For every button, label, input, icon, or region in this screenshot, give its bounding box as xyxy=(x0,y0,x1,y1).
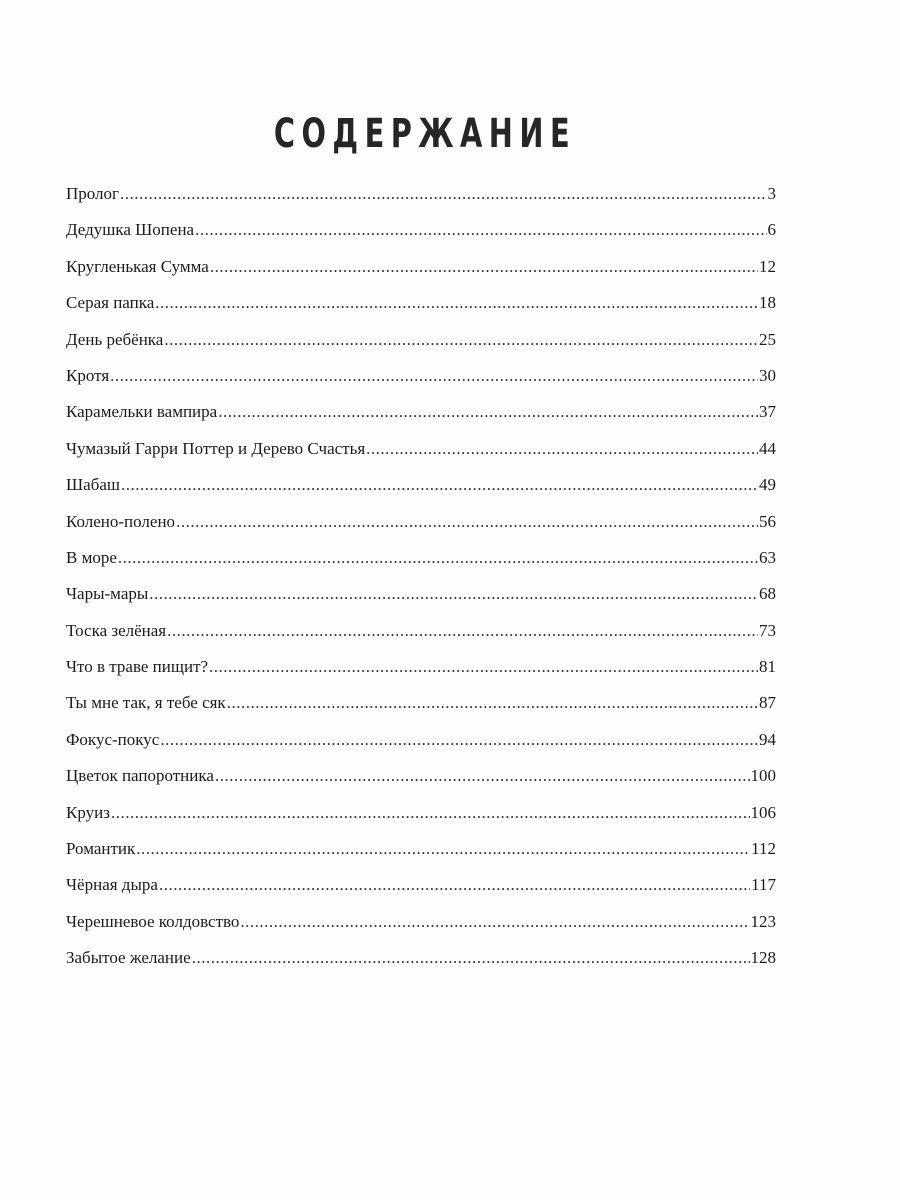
toc-entry-page-number: 49 xyxy=(759,475,776,495)
toc-dot-leader xyxy=(209,653,758,681)
toc-entry xyxy=(66,689,776,725)
toc-entry xyxy=(66,216,776,252)
toc-entry-title: Цветок папоротника xyxy=(66,766,214,786)
toc-entry xyxy=(66,471,776,507)
toc-entry-page-number: 87 xyxy=(759,693,776,713)
toc-dot-leader xyxy=(164,326,758,354)
toc-entry xyxy=(66,580,776,616)
toc-entry-page-number: 30 xyxy=(759,365,776,385)
toc-entry xyxy=(66,617,776,653)
toc-entry-title: Чёрная дыра xyxy=(66,875,158,895)
toc-dot-leader xyxy=(192,944,750,972)
toc-entry-title: В море xyxy=(66,547,117,567)
toc-entry-page-number: 44 xyxy=(759,438,776,458)
toc-dot-leader xyxy=(149,580,758,608)
toc-entry-page-number: 37 xyxy=(759,402,776,422)
toc-entry-title: Шабаш xyxy=(66,475,120,495)
table-of-contents xyxy=(66,180,776,981)
toc-entry-title: Карамельки вампира xyxy=(66,402,218,422)
toc-dot-leader xyxy=(118,544,758,572)
toc-dot-leader xyxy=(176,508,758,536)
toc-dot-leader xyxy=(195,216,766,244)
toc-entry-title: Черешневое колдовство xyxy=(66,911,240,931)
toc-entry xyxy=(66,326,776,362)
toc-entry xyxy=(66,944,776,980)
toc-entry xyxy=(66,762,776,798)
toc-dot-leader xyxy=(218,398,758,426)
toc-entry xyxy=(66,180,776,216)
toc-entry xyxy=(66,908,776,944)
toc-dot-leader xyxy=(227,689,758,717)
toc-dot-leader xyxy=(155,289,758,317)
toc-dot-leader xyxy=(120,180,766,208)
toc-entry-page-number: 73 xyxy=(759,620,776,640)
toc-entry-title: Чумазый Гарри Поттер и Дерево Счастья xyxy=(66,438,366,458)
toc-entry xyxy=(66,398,776,434)
toc-dot-leader xyxy=(159,871,750,899)
toc-entry-title: Дедушка Шопена xyxy=(66,220,195,240)
toc-entry xyxy=(66,835,776,871)
toc-entry-page-number: 123 xyxy=(750,911,776,931)
toc-entry-page-number: 56 xyxy=(759,511,776,531)
toc-entry-title: Ты мне так, я тебе сяк xyxy=(66,693,226,713)
toc-entry-page-number: 25 xyxy=(759,329,776,349)
toc-dot-leader xyxy=(121,471,758,499)
toc-entry-title: Круиз xyxy=(66,802,110,822)
toc-entry xyxy=(66,508,776,544)
toc-entry-page-number: 68 xyxy=(759,584,776,604)
toc-entry-title: Фокус-покус xyxy=(66,729,160,749)
toc-entry-page-number: 94 xyxy=(759,729,776,749)
toc-dot-leader xyxy=(110,362,758,390)
toc-dot-leader xyxy=(136,835,750,863)
toc-entry-title: Серая папка xyxy=(66,293,155,313)
page-title: СОДЕРЖАНИЕ xyxy=(273,110,577,157)
toc-entry-title: Кротя xyxy=(66,365,110,385)
toc-entry-page-number: 6 xyxy=(767,220,776,240)
toc-entry-title: Что в траве пищит? xyxy=(66,657,209,677)
toc-entry xyxy=(66,362,776,398)
toc-dot-leader xyxy=(160,726,758,754)
toc-dot-leader xyxy=(215,762,750,790)
toc-dot-leader xyxy=(210,253,758,281)
toc-dot-leader xyxy=(167,617,758,645)
toc-dot-leader xyxy=(366,435,758,463)
toc-entry xyxy=(66,253,776,289)
toc-entry-page-number: 112 xyxy=(751,839,776,859)
toc-entry xyxy=(66,289,776,325)
toc-dot-leader xyxy=(111,799,750,827)
toc-entry-page-number: 3 xyxy=(767,184,776,203)
toc-entry xyxy=(66,544,776,580)
toc-entry xyxy=(66,653,776,689)
toc-entry xyxy=(66,799,776,835)
toc-entry-title: Романтик xyxy=(66,839,136,859)
toc-entry xyxy=(66,871,776,907)
toc-entry-title: День ребёнка xyxy=(66,329,164,349)
toc-entry-title: Колено-полено xyxy=(66,511,176,531)
toc-entry-title: Тоска зелёная xyxy=(66,620,167,640)
toc-entry-title: Пролог xyxy=(66,184,120,203)
toc-entry-title: Кругленькая Сумма xyxy=(66,256,209,276)
toc-entry-page-number: 81 xyxy=(759,657,776,677)
toc-entry-page-number: 106 xyxy=(750,802,776,822)
toc-entry-page-number: 63 xyxy=(759,547,776,567)
toc-entry-title: Забытое желание xyxy=(66,948,191,968)
toc-entry xyxy=(66,726,776,762)
toc-entry-page-number: 12 xyxy=(759,256,776,276)
toc-entry-page-number: 18 xyxy=(759,293,776,313)
toc-entry-title: Чары-мары xyxy=(66,584,149,604)
toc-entry xyxy=(66,435,776,471)
toc-dot-leader xyxy=(240,908,749,936)
toc-entry-page-number: 128 xyxy=(750,948,776,968)
toc-entry-page-number: 100 xyxy=(750,766,776,786)
toc-entry-page-number: 117 xyxy=(751,875,776,895)
